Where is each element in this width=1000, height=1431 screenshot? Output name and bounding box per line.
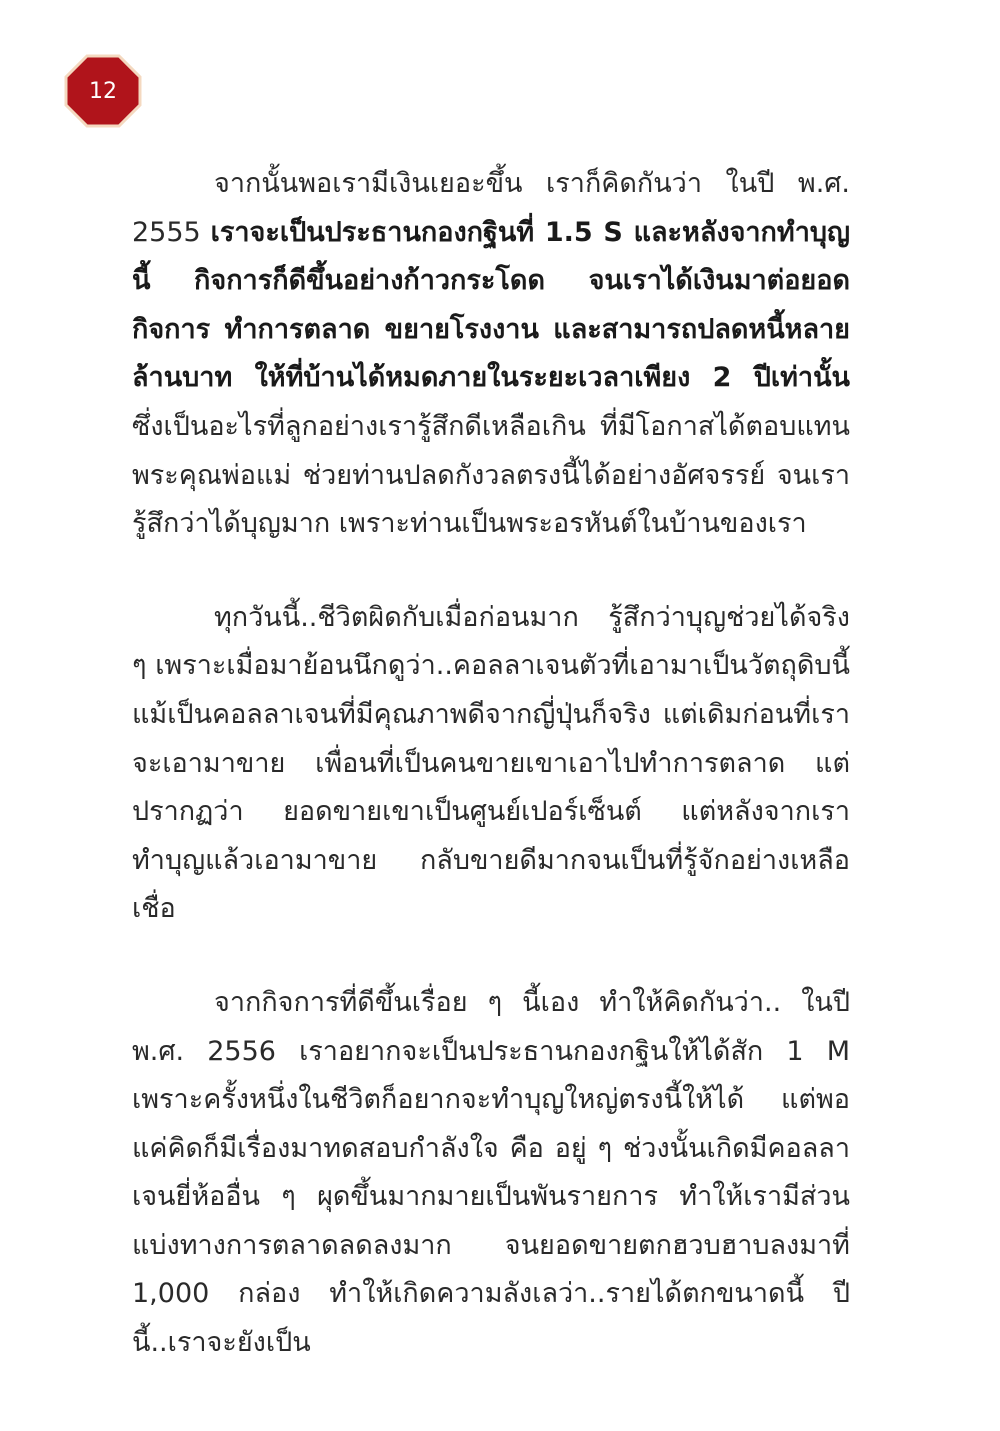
paragraph-1-intro: จากนั้นพอเรามีเงินเยอะขึ้น เราก็คิดกันว่า ในปี พ.ศ. 2555 bbox=[132, 168, 850, 248]
paragraph-2-text: ทุกวันนี้..ชีวิตผิดกับเมื่อก่อนมาก รู้สึกว่าบุญช่วยได้จริง ๆ เพราะเมื่อมาย้อนนึกดูว่า..คอลลาเจนตัวที่เอามาเป็นวัตถุดิบนี้ แม้เป็นคอลลาเจนที่มีคุณภาพดีจากญี่ปุ่นก็จริง แต่เดิมก่อนที่เราจะเอามาขาย เพื่อนที่เป็นคนขายเขาเอาไปทำการตลาด แต่ปรากฏว่า ยอดขายเขาเป็นศูนย์เปอร์เซ็นต์ แต่หลังจากเราทำบุญแล้วเอามาขาย กลับขายดีมากจนเป็นที่รู้จักอย่างเหลือเชื่อ bbox=[132, 601, 850, 925]
paragraph-1-rest: ซึ่งเป็นอะไรที่ลูกอย่างเรารู้สึกดีเหลือเกิน ที่มีโอกาสได้ตอบแทนพระคุณพ่อแม่ ช่วยท่านปลดกังวลตรงนี้ได้อย่างอัศจรรย์ จนเรารู้สึกว่าได้บุญมาก เพราะท่านเป็นพระอรหันต์ในบ้านของเรา bbox=[132, 410, 850, 540]
paragraph-1-bold: เราจะเป็นประธานกองกฐินที่ 1.5 S และหลังจากทำบุญนี้ กิจการก็ดีขึ้นอย่างก้าวกระโดด จนเราได้เงินมาต่อยอดกิจการ ทำการตลาด ขยายโรงงาน และสามารถปลดหนี้หลายล้านบาท ให้ที่บ้านได้หมดภายในระยะเวลาเพียง 2 ปีเท่านั้น bbox=[132, 216, 850, 394]
article-body bbox=[132, 160, 850, 1413]
page-number-badge bbox=[64, 54, 142, 128]
paragraph-3-text: จากกิจการที่ดีขึ้นเรื่อย ๆ นี้เอง ทำให้คิดกันว่า.. ในปี พ.ศ. 2556 เราอยากจะเป็นประธานกองกฐินให้ได้สัก 1 M เพราะครั้งหนึ่งในชีวิตก็อยากจะทำบุญใหญ่ตรงนี้ให้ได้ แต่พอแค่คิดก็มีเรื่องมาทดสอบกำลังใจ คือ อยู่ ๆ ช่วงนั้นเกิดมีคอลลาเจนยี่ห้ออื่น ๆ ผุดขึ้นมากมายเป็นพันรายการ ทำให้เรามีส่วนแบ่งทางการตลาดลดลงมาก จนยอดขายตกฮวบฮาบลงมาที่ 1,000 กล่อง ทำให้เกิดความลังเลว่า..รายได้ตกขนาดนี้ ปีนี้..เราจะยังเป็น bbox=[132, 986, 850, 1359]
paragraph-2 bbox=[132, 594, 850, 934]
paragraph-3 bbox=[132, 979, 850, 1368]
paragraph-1 bbox=[132, 160, 850, 549]
page-number: 12 bbox=[89, 78, 117, 104]
